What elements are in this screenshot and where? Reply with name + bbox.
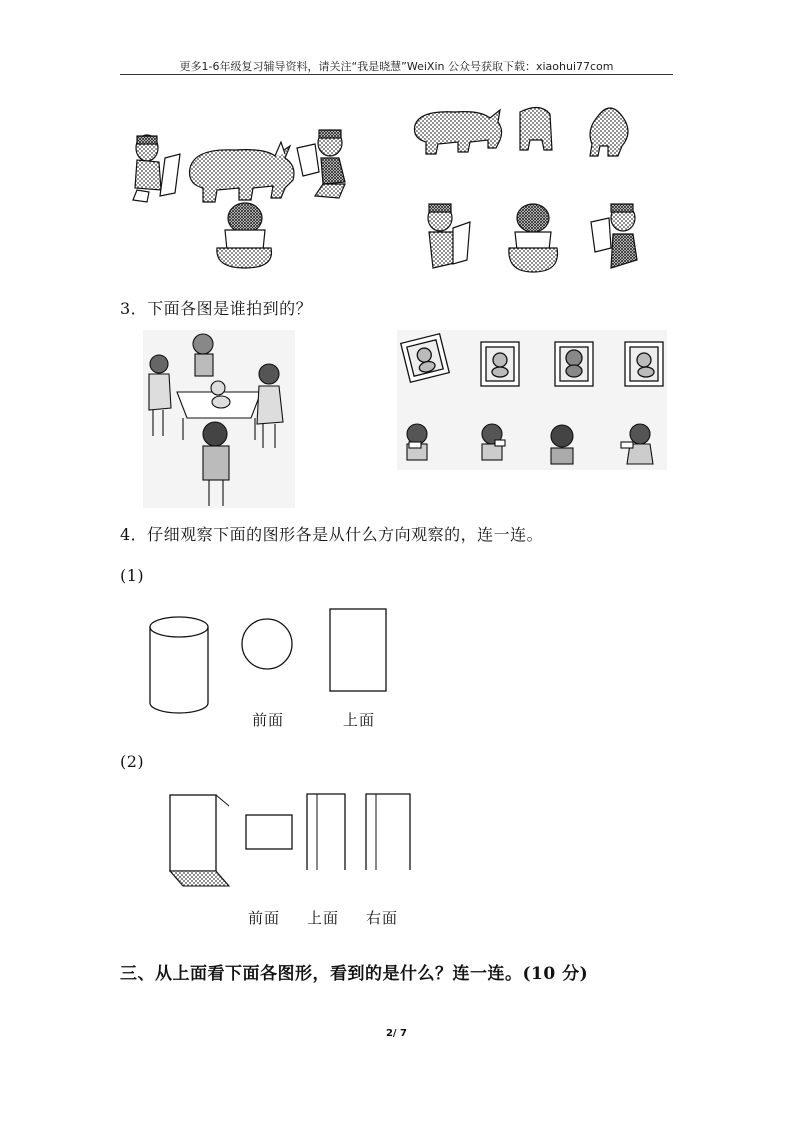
- part-2-number: (2): [120, 752, 145, 771]
- rhino-scene-illustration: [125, 118, 365, 278]
- photographers-scene-drawing: [143, 330, 295, 508]
- rhino-views-illustration: [410, 100, 650, 160]
- page-number: 2/ 7: [385, 1028, 408, 1039]
- part-1-number: (1): [120, 566, 145, 585]
- part-1-front-label: 前面: [252, 711, 285, 729]
- question-3-text: 3．下面各图是谁拍到的？: [120, 299, 313, 318]
- tall-open-view-shape-1: [305, 792, 349, 872]
- cuboid-shape: [167, 792, 233, 888]
- section-3-heading: 三、从上面看下面各图形，看到的是什么？连一连。(10 分): [120, 964, 589, 984]
- tall-open-view-shape-2: [364, 792, 412, 872]
- kid-views-illustration: [415, 198, 645, 278]
- page-header: 更多1-6年级复习辅导资料，请关注“我是晓慧”WeiXin 公众号获取下载：xiaohui77com: [179, 60, 614, 73]
- monkey-photos-row: [397, 330, 667, 470]
- question-4-text: 4．仔细观察下面的图形各是从什么方向观察的，连一连。: [120, 525, 544, 544]
- part-2-right-label: 右面: [366, 909, 399, 927]
- small-rectangle-view-shape: [245, 814, 295, 852]
- header-divider: [120, 74, 673, 75]
- rectangle-view-shape: [329, 608, 389, 694]
- part-1-top-label: 上面: [343, 711, 376, 729]
- part-2-top-label: 上面: [307, 909, 340, 927]
- cylinder-shape: [148, 615, 210, 719]
- circle-view-shape: [240, 617, 294, 671]
- part-2-front-label: 前面: [248, 909, 281, 927]
